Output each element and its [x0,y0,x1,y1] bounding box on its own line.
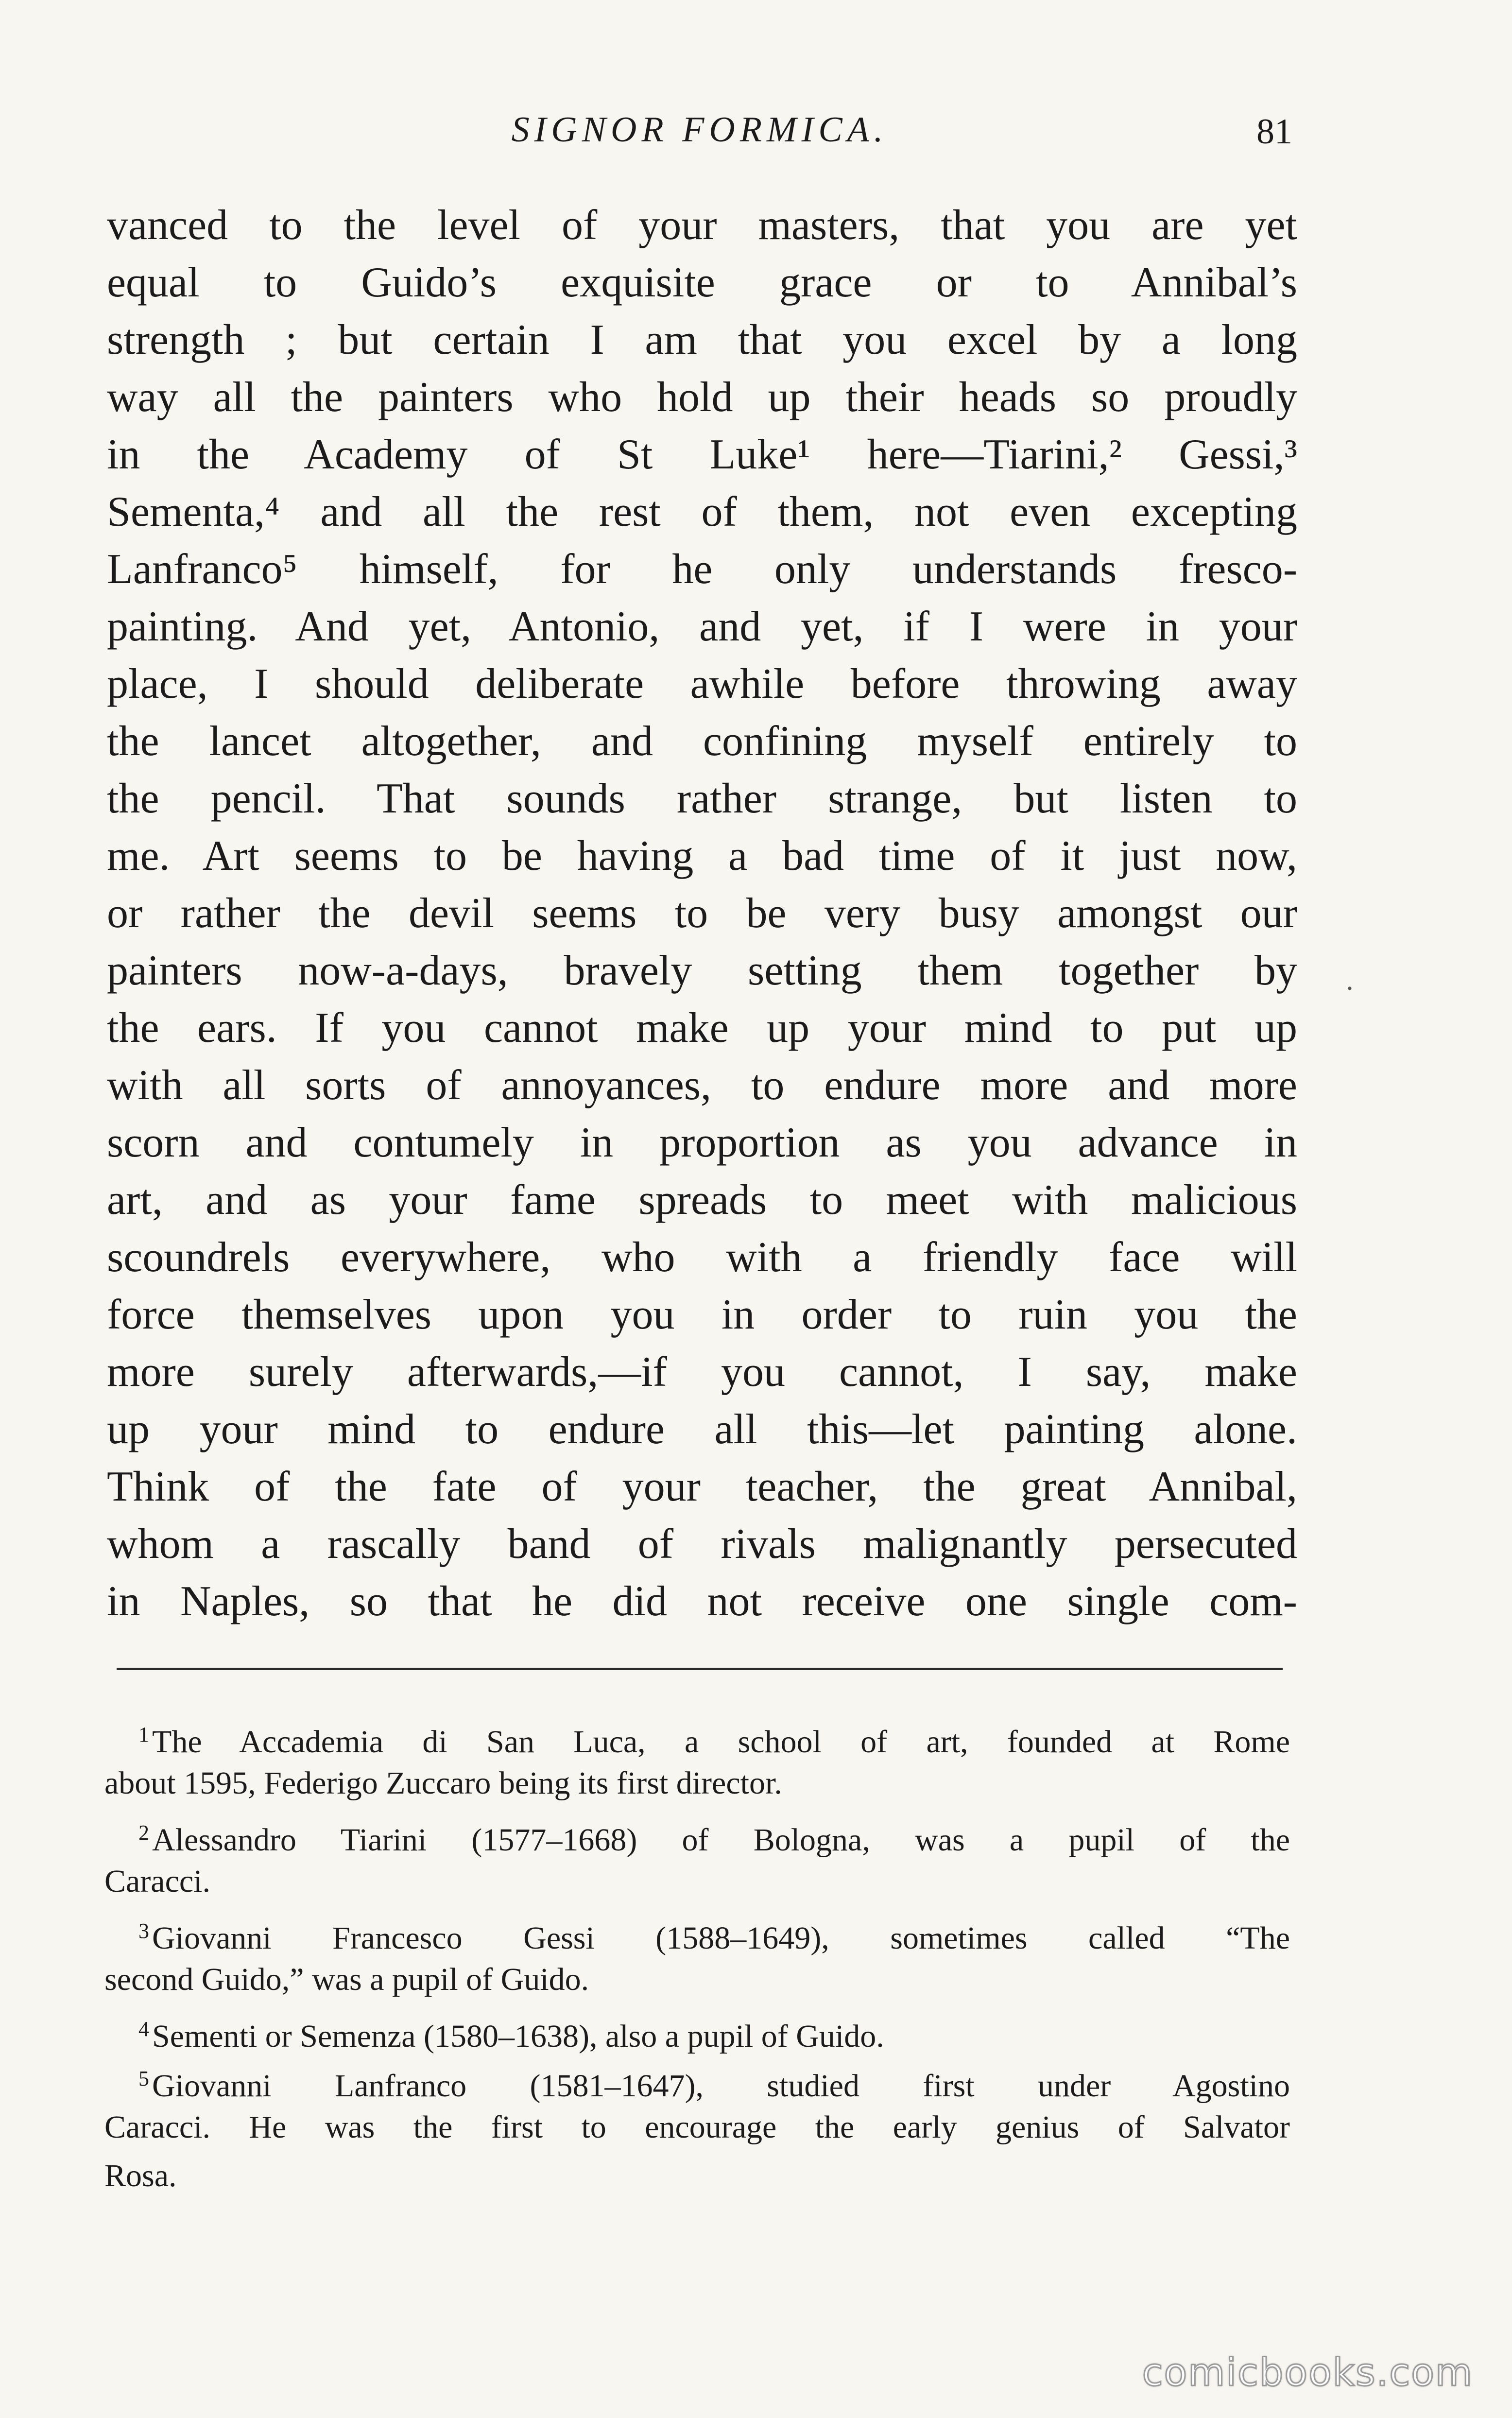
body-line: more surely afterwards,—if you cannot, I say, make [107,1348,1297,1396]
footnote-text: The Accademia di San Luca, a school of art, founded at Rome [152,1724,1290,1760]
body-line: vanced to the level of your masters, that you are yet [107,202,1297,249]
body-line: in Naples, so that he did not receive one single com- [107,1578,1297,1625]
footnote-number: 2 [138,1821,149,1845]
body-line: place, I should deliberate awhile before throwing away [107,660,1297,708]
body-line: way all the painters who hold up their heads so proudly [107,374,1297,421]
footnotes [104,1710,1290,2201]
body-line: art, and as your fame spreads to meet with malicious [107,1176,1297,1224]
body-line: painters now-a-days, bravely setting them together by [107,947,1297,994]
footnote-text: Alessandro Tiarini (1577–1668) of Bologna, was a pupil of the [152,1822,1290,1858]
body-line: strength ; but certain I am that you excel by a long [107,316,1297,363]
footnote-line: Rosa. [104,2158,177,2193]
body-line: the ears. If you cannot make up your mind to put up [107,1004,1297,1052]
body-line: painting. And yet, Antonio, and yet, if I were in your [107,603,1297,650]
footnote-line: second Guido,” was a pupil of Guido. [104,1962,589,1997]
body-line: the pencil. That sounds rather strange, but listen to [107,775,1297,822]
footnote-line [104,2005,1290,2054]
page-number: 81 [1256,112,1292,152]
footnote-1 [104,1710,1290,1808]
footnote-line [104,1809,1290,1857]
footnote-number: 3 [138,1919,149,1943]
footnote-line: about 1595, Federigo Zuccaro being its first director. [104,1765,782,1801]
body-line: equal to Guido’s exquisite grace or to Annibal’s [107,259,1297,306]
footnote-number: 1 [138,1723,149,1746]
footnote-line [104,2055,1290,2103]
footnote-text: Giovanni Lanfranco (1581–1647), studied first under Agostino [152,2068,1290,2104]
body-line: whom a rascally band of rivals malignantly persecuted [107,1520,1297,1568]
footnote-3 [104,1907,1290,2004]
body-text [107,197,1297,1630]
body-line: or rather the devil seems to be very busy amongst our [107,890,1297,937]
footnote-number: 5 [138,2067,149,2090]
footnote-line [104,1710,1290,1759]
footnote-2 [104,1809,1290,1906]
footnote-rule [117,1668,1283,1670]
body-line: me. Art seems to be having a bad time of it just now, [107,832,1297,880]
body-line: Think of the fate of your teacher, the great Annibal, [107,1463,1297,1510]
body-line: Lanfranco⁵ himself, for he only understands fresco- [107,546,1297,593]
footnote-text: Sementi or Semenza (1580–1638), also a pupil of Guido. [152,2019,884,2054]
body-line: in the Academy of St Luke¹ here—Tiarini,² Gessi,³ [107,431,1297,478]
body-line: up your mind to endure all this—let painting alone. [107,1406,1297,1453]
footnote-number: 4 [138,2017,149,2041]
body-line: scorn and contumely in proportion as you advance in [107,1119,1297,1166]
body-line: force themselves upon you in order to ruin you the [107,1291,1297,1338]
running-head-title: SIGNOR FORMICA. [511,110,888,150]
footnote-line: Caracci. [104,1864,211,1899]
body-line: with all sorts of annoyances, to endure more and more [107,1062,1297,1109]
footnote-5 [104,2055,1290,2200]
body-line: the lancet altogether, and confining myself entirely to [107,718,1297,765]
footnote-text: Giovanni Francesco Gessi (1588–1649), sometimes called “The [152,1920,1290,1956]
footnote-line: Caracci. He was the first to encourage the early genius of Salvator [104,2109,1290,2145]
running-head [107,109,1292,163]
body-line: scoundrels everywhere, who with a friendly face will [107,1234,1297,1281]
watermark: comicbooks.com [1142,2351,1473,2395]
footnote-4 [104,2005,1290,2054]
body-line: Sementa,⁴ and all the rest of them, not even excepting [107,488,1297,535]
footnote-line [104,1907,1290,1955]
margin-mark: · [1345,972,1355,1004]
